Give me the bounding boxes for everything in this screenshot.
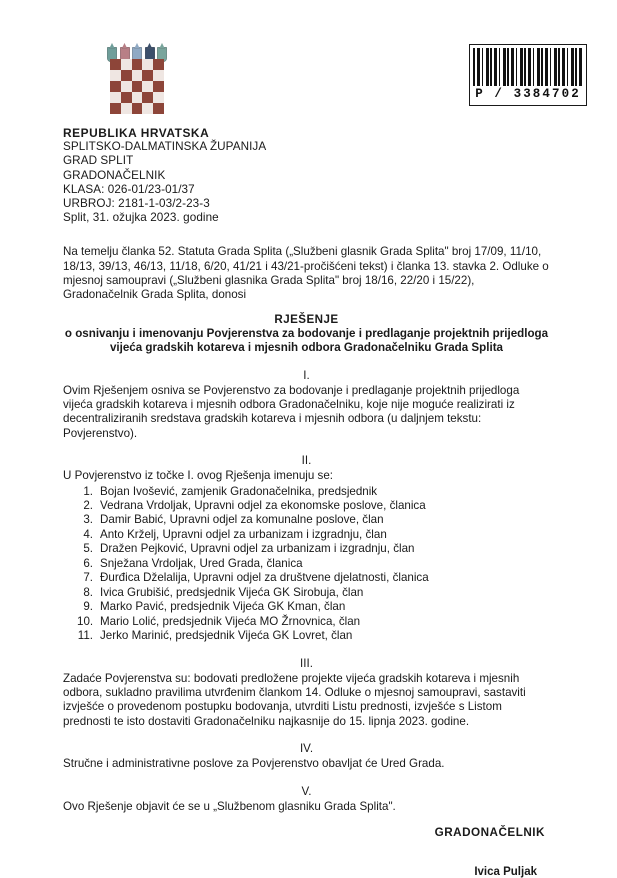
urbroj-number: URBROJ: 2181-1-03/2-23-3 (63, 197, 210, 211)
list-item (63, 629, 550, 643)
checker-cell (142, 103, 153, 114)
member-name-and-role: Anto Krželj, Upravni odjel za urbanizam i izgradnju, član (100, 527, 387, 541)
document-title: RJEŠENJE (274, 312, 339, 326)
member-name-and-role: Snježana Vrdoljak, Ured Grada, članica (100, 556, 303, 570)
checker-cell (121, 81, 132, 92)
list-item (63, 600, 550, 614)
office-name: GRADONAČELNIK (63, 168, 166, 182)
checker-cell (110, 81, 121, 92)
barcode-text: P / 3384702 (475, 87, 581, 101)
checker-cell (121, 70, 132, 81)
section-body-v: Ovo Rješenje objavit će se u „Službenom glasniku Grada Splita". (63, 799, 396, 813)
section-numeral-i: I. (303, 368, 310, 382)
checker-cell (110, 92, 121, 103)
checker-cell (132, 70, 143, 81)
member-number: 1. (83, 484, 93, 498)
list-item (63, 528, 550, 542)
checker-cell (132, 103, 143, 114)
barcode-bars (473, 48, 583, 86)
checkerboard-shield (110, 59, 164, 114)
document-subtitle: o osnivanju i imenovanju Povjerenstva za bodovanje i predlaganje projektnih prijedloga vijeća gradskih kotareva i mjesnih odbora Gradonačelniku Grada Splita (64, 326, 549, 355)
list-item (63, 557, 550, 571)
committee-members-list (63, 485, 550, 644)
list-item (63, 513, 550, 527)
city-name: GRAD SPLIT (63, 154, 134, 168)
barcode (469, 44, 587, 106)
list-item (63, 542, 550, 556)
member-number: 6. (83, 556, 93, 570)
issuing-authority-block (63, 126, 550, 225)
checkerboard-grid (110, 59, 164, 114)
checker-cell (132, 92, 143, 103)
legal-basis-paragraph: Na temelju članka 52. Statuta Grada Splita („Službeni glasnik Grada Splita" broj 17/09, 11/10, 18/13, 39/13, 46/13, 11/18, 6/20, 41/21 i 43/21-pročišćeni tekst) i članka 13. stavka 2. Odluke o mjesnoj samoupravi („Službeni glasnika Grada Splita" broj 18/16, 22/20 i 15/22), Gradonačelnik Grada Splita, donosi (63, 245, 549, 302)
list-item (63, 571, 550, 585)
checker-cell (132, 59, 143, 70)
section-body-i: Ovim Rješenjem osniva se Povjerenstvo za bodovanje i predlaganje projektnih prijedloga vijeća gradskih kotareva i mjesnih odbora Gradonačelniku, koje nije moguće realizirati iz decentraliziranih sredstava gradskih kotareva i mjesnih odbora (u daljnjem tekstu: Povjerenstvo). (63, 383, 520, 440)
checker-cell (121, 92, 132, 103)
list-item (63, 485, 550, 499)
member-name-and-role: Đurđica Dželalija, Upravni odjel za društvene djelatnosti, članica (100, 571, 429, 585)
member-name-and-role: Mario Lolić, predsjednik Vijeća MO Žrnovnica, član (100, 614, 361, 628)
county-name: SPLITSKO-DALMATINSKA ŽUPANIJA (63, 140, 267, 154)
section-lead-ii: U Povjerenstvo iz točke I. ovog Rješenja imenuju se: (63, 469, 334, 483)
section-numeral-iii: III. (300, 656, 313, 670)
spacer (63, 225, 550, 245)
list-item (63, 499, 550, 513)
checker-cell (132, 81, 143, 92)
signature-block (63, 826, 550, 878)
list-item (63, 615, 550, 629)
checker-cell (153, 59, 164, 70)
document-title-block (63, 313, 550, 356)
member-number: 2. (83, 499, 93, 513)
list-item (63, 586, 550, 600)
member-number: 7. (83, 571, 93, 585)
member-number: 9. (83, 600, 93, 614)
section-numeral-v: V. (301, 784, 312, 798)
checker-cell (142, 59, 153, 70)
member-number: 11. (77, 629, 93, 643)
member-name-and-role: Bojan Ivošević, zamjenik Gradonačelnika, predsjednik (100, 484, 378, 498)
member-name-and-role: Dražen Pejković, Upravni odjel za urbanizam i izgradnju, član (100, 542, 415, 556)
member-number: 10. (77, 614, 94, 628)
member-name-and-role: Ivica Grubišić, predsjednik Vijeća GK Sirobuja, član (100, 585, 364, 599)
section-body-iii: Zadaće Povjerenstva su: bodovati predložene projekte vijeća gradskih kotareva i mjesnih odbora, sukladno pravilima utvrđenim člankom 14. Odluke o mjesnoj samoupravi, sastaviti izvješće o provedenom postupku bodovanja, utvrditi Listu prednosti, izvješće s Listom prednosti te isto dostaviti Gradonačelniku najkasnije do 15. lipnja 2023. godine. (63, 671, 526, 728)
checker-cell (153, 92, 164, 103)
member-number: 8. (83, 585, 93, 599)
checker-cell (121, 103, 132, 114)
member-number: 5. (83, 542, 93, 556)
coat-of-arms-icon (103, 42, 171, 114)
country-name: REPUBLIKA HRVATSKA (63, 126, 210, 140)
signatory-name: Ivica Puljak (474, 866, 537, 878)
member-name-and-role: Marko Pavić, predsjednik Vijeća GK Kman, član (100, 600, 346, 614)
document-header-band (0, 38, 617, 118)
document-content (63, 126, 550, 878)
place-and-date: Split, 31. ožujka 2023. godine (63, 211, 219, 225)
checker-cell (153, 70, 164, 81)
checker-cell (153, 81, 164, 92)
signatory-role: GRADONAČELNIK (434, 826, 545, 840)
checker-cell (110, 103, 121, 114)
member-number: 3. (83, 513, 93, 527)
checker-cell (142, 92, 153, 103)
checker-cell (142, 70, 153, 81)
member-name-and-role: Damir Babić, Upravni odjel za komunalne poslove, član (100, 513, 384, 527)
klasa-number: KLASA: 026-01/23-01/37 (63, 182, 195, 196)
member-name-and-role: Vedrana Vrdoljak, Upravni odjel za ekonomske poslove, članica (100, 499, 426, 513)
checker-cell (110, 59, 121, 70)
checker-cell (121, 59, 132, 70)
member-name-and-role: Jerko Marinić, predsjednik Vijeća GK Lovret, član (100, 629, 353, 643)
checker-cell (110, 70, 121, 81)
checker-cell (142, 81, 153, 92)
section-body-iv: Stručne i administrativne poslove za Povjerenstvo obavljat će Ured Grada. (63, 757, 445, 771)
checker-cell (153, 103, 164, 114)
member-number: 4. (83, 527, 93, 541)
section-numeral-iv: IV. (299, 742, 314, 756)
section-numeral-ii: II. (301, 453, 312, 467)
